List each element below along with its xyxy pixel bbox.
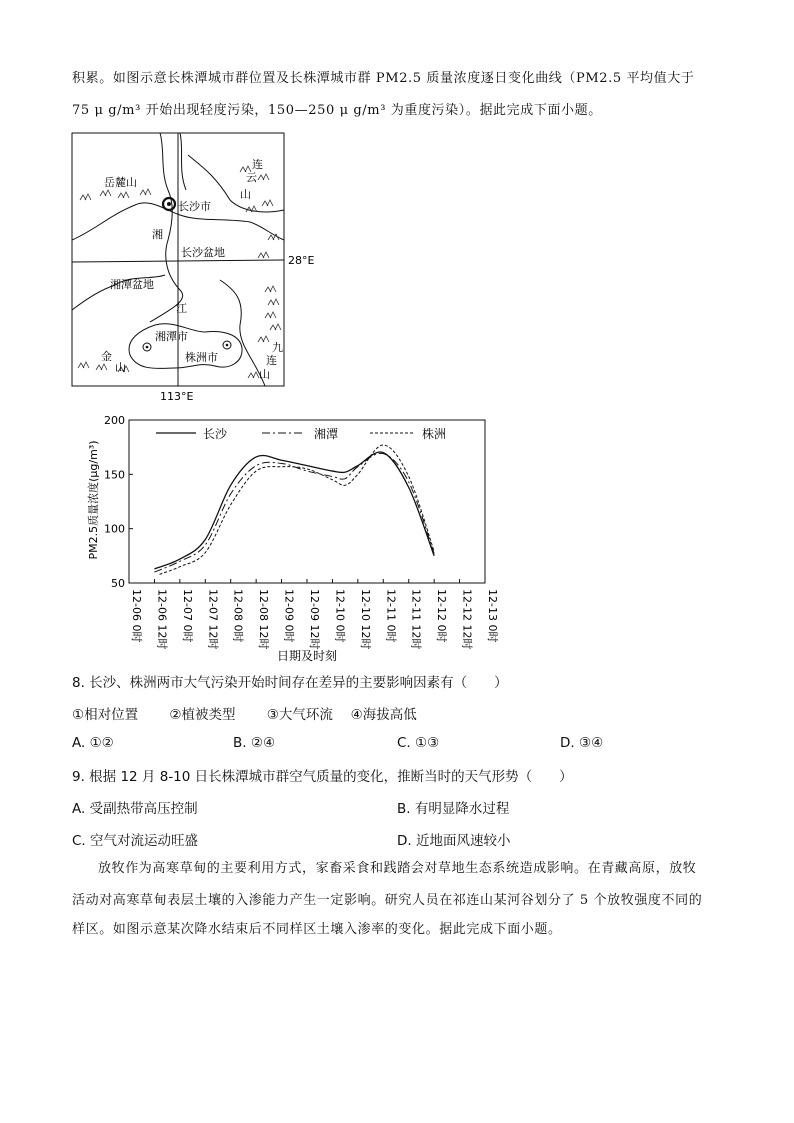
y-tick-label: 150 <box>104 468 125 482</box>
intro-line-2: 75 μ g/m³ 开始出现轻度污染，150—250 μ g/m³ 为重度污染）。据此完成下面小题。 <box>72 103 602 118</box>
label-lat: 28°E <box>288 254 315 267</box>
legend <box>156 426 446 441</box>
x-tick-label: 12-10 0时 <box>333 589 347 643</box>
label-lianyun-1: 连 <box>252 158 263 171</box>
x-tick-label: 12-11 12时 <box>409 589 423 650</box>
legend-changsha: 长沙 <box>203 427 228 441</box>
x-tick-label: 12-08 12时 <box>257 589 271 650</box>
label-jiulian-2: 连 <box>266 354 277 367</box>
passage2-line-2: 活动对高寒草甸表层土壤的入渗能力产生一定影响。研究人员在祁连山某河谷划分了 5 个放牧强度不同的 <box>72 893 703 908</box>
label-jinshan-2: 山 <box>115 361 126 374</box>
label-jiang: 江 <box>176 302 187 315</box>
x-tick-label: 12-09 0时 <box>282 589 296 643</box>
legend-zhuzhou: 株洲 <box>422 427 447 441</box>
q8-items: ①相对位置 ②植被类型 ③大气环流 ④海拔高低 <box>72 707 417 723</box>
x-tick-label: 12-07 12时 <box>206 589 220 650</box>
y-tick-label: 50 <box>111 577 125 590</box>
y-tick-label: 200 <box>104 414 125 427</box>
passage2-line-3: 样区。如图示意某次降水结束后不同样区土壤入渗率的变化。据此完成下面小题。 <box>72 922 562 937</box>
x-tick-label: 12-12 0时 <box>435 589 449 643</box>
label-jiulian-3: 山 <box>259 368 270 381</box>
passage2-line-1: 放牧作为高寒草甸的主要利用方式，家畜采食和践踏会对草地生态系统造成影响。在青藏高原，放牧 <box>98 861 697 876</box>
series-line-1 <box>154 452 434 569</box>
x-tick-label: 12-08 0时 <box>231 589 245 643</box>
q9-stem: 9. 根据 12 月 8-10 日长株潭城市群空气质量的变化，推断当时的天气形势（ ） <box>72 769 573 785</box>
q8-stem: 8. 长沙、株洲两市大气污染开始时间存在差异的主要影响因素有（ ） <box>72 675 508 691</box>
x-tick-label: 12-13 0时 <box>486 589 499 643</box>
plot-frame <box>129 420 485 583</box>
x-tick-label: 12-11 0时 <box>384 589 398 643</box>
label-basin-xt: 湘潭盆地 <box>110 278 154 291</box>
x-axis-label: 日期及时刻 <box>276 649 338 663</box>
q8-option-c[interactable]: C. ①③ <box>397 735 440 751</box>
intro-line-1: 积累。如图示意长株潭城市群位置及长株潭城市群 PM2.5 质量浓度逐日变化曲线（PM2.5 平均值大于 <box>72 71 695 86</box>
q8-option-d[interactable]: D. ③④ <box>560 735 604 751</box>
label-lianyun-2: 云 <box>246 171 257 184</box>
x-tick-label: 12-06 0时 <box>130 589 143 643</box>
label-zhuzhou: 株洲市 <box>185 351 218 364</box>
x-tick-label: 12-12 12时 <box>460 589 474 650</box>
series-line-3 <box>160 445 435 574</box>
x-tick-label: 12-07 0时 <box>180 589 194 643</box>
legend-xiangtan: 湘潭 <box>314 427 339 441</box>
pm25-chart <box>0 405 794 675</box>
label-basin-cs: 长沙盆地 <box>181 246 225 259</box>
label-jiulian-1: 九 <box>272 341 283 354</box>
q8-option-b[interactable]: B. ②④ <box>233 735 276 751</box>
series-lines <box>154 445 434 574</box>
x-tick-label: 12-06 12时 <box>155 589 169 650</box>
series-line-2 <box>154 453 434 572</box>
label-xiang: 湘 <box>152 228 163 241</box>
label-changsha: 长沙市 <box>178 200 211 213</box>
label-lianyun-3: 山 <box>240 188 251 201</box>
x-tick-label: 12-09 12时 <box>308 589 321 650</box>
location-map <box>0 0 794 400</box>
label-jinshan-1: 金 <box>101 350 112 363</box>
x-tick-label: 12-10 12时 <box>358 589 372 650</box>
y-tick-label: 100 <box>104 522 125 536</box>
x-axis-ticks <box>129 579 500 649</box>
q9-option-a[interactable]: A. 受副热带高压控制 <box>72 801 198 817</box>
q9-option-c[interactable]: C. 空气对流运动旺盛 <box>72 833 199 849</box>
q9-option-d[interactable]: D. 近地面风速较小 <box>397 833 511 849</box>
label-xiangtan: 湘潭市 <box>155 330 188 343</box>
label-yuelu: 岳麓山 <box>104 176 137 189</box>
q8-option-a[interactable]: A. ①② <box>72 735 114 751</box>
q9-option-b[interactable]: B. 有明显降水过程 <box>397 801 510 817</box>
y-axis-label: PM2.5质量浓度(μg/m³) <box>87 440 100 560</box>
label-lon: 113°E <box>160 390 194 400</box>
